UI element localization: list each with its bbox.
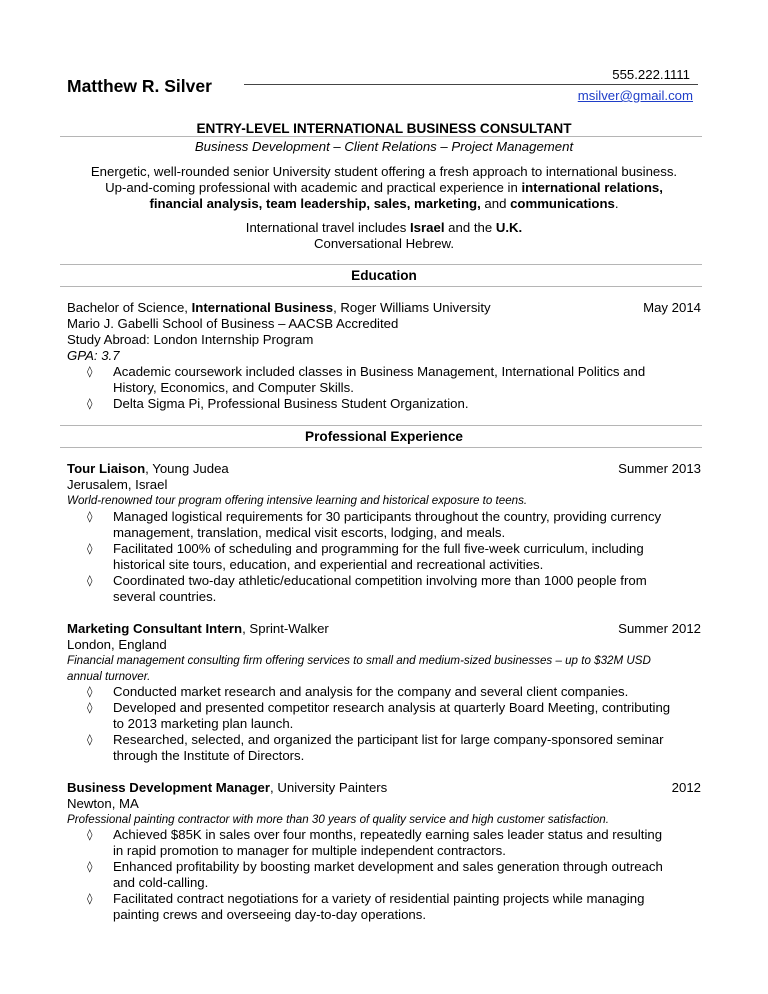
summary-line: Up-and-coming professional with academic and practical experience in international relations, xyxy=(105,180,663,195)
list-item: ◊ Academic coursework included classes in Business Management, International Politics and History, Economics, and Computer Skills. xyxy=(87,364,646,395)
gpa-line: GPA: 3.7 xyxy=(67,348,120,363)
diamond-bullet-icon: ◊ xyxy=(87,733,93,746)
language-line: Conversational Hebrew. xyxy=(313,236,454,251)
summary xyxy=(62,164,706,212)
school-line: Mario J. Gabelli School of Business – AACSB Accredited xyxy=(67,316,399,331)
list-item: ◊ Facilitated 100% of scheduling and programming for the full five-week curriculum, including historical site tours, education, and experiential and recreational activities. xyxy=(87,541,644,572)
diamond-bullet-icon: ◊ xyxy=(87,892,93,905)
summary-line: Energetic, well-rounded senior University student offering a fresh approach to international business. xyxy=(90,164,678,179)
diamond-bullet-icon: ◊ xyxy=(87,365,93,378)
experience-heading: Professional Experience xyxy=(305,429,463,444)
job-description: Professional painting contractor with more than 30 years of quality service and high customer satisfaction. xyxy=(67,813,609,826)
job-description: Financial management consulting firm offering services to small and medium-sized businesses – up to $32M USD annual turnover. xyxy=(67,654,651,683)
section-rule xyxy=(60,447,702,448)
education-bullets xyxy=(67,364,702,412)
subhead: Business Development – Client Relations – Project Management xyxy=(194,139,574,154)
travel-summary xyxy=(60,220,708,252)
email-link[interactable]: msilver@gmail.com xyxy=(577,88,693,103)
job-location: London, England xyxy=(67,637,167,652)
headline-rule xyxy=(60,136,702,137)
job-title-line: Tour Liaison, Young Judea Summer 2013 xyxy=(67,461,701,476)
list-item: ◊ Delta Sigma Pi, Professional Business Student Organization. xyxy=(87,396,469,411)
job-bullets xyxy=(67,684,702,764)
diamond-bullet-icon: ◊ xyxy=(87,397,93,410)
list-item: ◊ Conducted market research and analysis for the company and several client companies. xyxy=(87,684,629,699)
list-item: ◊ Coordinated two-day athletic/educational competition involving more than 1000 people from several countries. xyxy=(87,573,647,604)
diamond-bullet-icon: ◊ xyxy=(87,574,93,587)
diamond-bullet-icon: ◊ xyxy=(87,542,93,555)
job-date: 2012 xyxy=(671,780,701,795)
job-location: Jerusalem, Israel xyxy=(67,477,168,492)
list-item: ◊ Enhanced profitability by boosting market development and sales generation through outreach and cold-calling. xyxy=(87,859,663,890)
list-item: ◊ Researched, selected, and organized the participant list for large company-sponsored seminar through the Institute of Directors. xyxy=(87,732,664,763)
job-title-line: Marketing Consultant Intern, Sprint-Walker Summer 2012 xyxy=(67,621,701,636)
job-date: Summer 2013 xyxy=(618,461,701,476)
list-item: ◊ Achieved $85K in sales over four months, repeatedly earning sales leader status and resulting in rapid promotion to manager for multiple independent contractors. xyxy=(87,827,663,858)
diamond-bullet-icon: ◊ xyxy=(87,828,93,841)
diamond-bullet-icon: ◊ xyxy=(87,685,93,698)
list-item: ◊ Developed and presented competitor research analysis at quarterly Board Meeting, contributing to 2013 marketing plan launch. xyxy=(87,700,671,731)
section-rule xyxy=(60,264,702,265)
diamond-bullet-icon: ◊ xyxy=(87,510,93,523)
abroad-line: Study Abroad: London Internship Program xyxy=(67,332,314,347)
section-rule xyxy=(60,425,702,426)
candidate-name: Matthew R. Silver xyxy=(67,76,212,96)
travel-line: International travel includes Israel and the U.K. xyxy=(245,220,523,235)
degree-line: Bachelor of Science, International Business, Roger Williams University May 2014 xyxy=(67,300,701,315)
job-description: World-renowned tour program offering intensive learning and historical exposure to teens. xyxy=(67,494,528,507)
education-heading: Education xyxy=(351,268,417,283)
job-title-line: Business Development Manager, University Painters 2012 xyxy=(67,780,701,795)
headline: ENTRY-LEVEL INTERNATIONAL BUSINESS CONSULTANT xyxy=(196,121,572,136)
section-rule xyxy=(60,286,702,287)
job-date: Summer 2012 xyxy=(618,621,701,636)
summary-line: financial analysis, team leadership, sales, marketing, and communications. xyxy=(149,196,619,211)
header-rule xyxy=(244,84,698,85)
list-item: ◊ Managed logistical requirements for 30 participants throughout the country, providing currency management, translation, medical visit escorts, lodging, and meals. xyxy=(87,509,662,540)
diamond-bullet-icon: ◊ xyxy=(87,860,93,873)
phone-number: 555.222.1111 xyxy=(612,67,690,82)
list-item: ◊ Facilitated contract negotiations for a variety of residential painting projects while managing painting crews and overseeing day-to-day operations. xyxy=(87,891,645,922)
diamond-bullet-icon: ◊ xyxy=(87,701,93,714)
job-bullets xyxy=(67,509,702,605)
job-bullets xyxy=(67,827,702,923)
job-location: Newton, MA xyxy=(67,796,139,811)
degree-date: May 2014 xyxy=(643,300,701,315)
